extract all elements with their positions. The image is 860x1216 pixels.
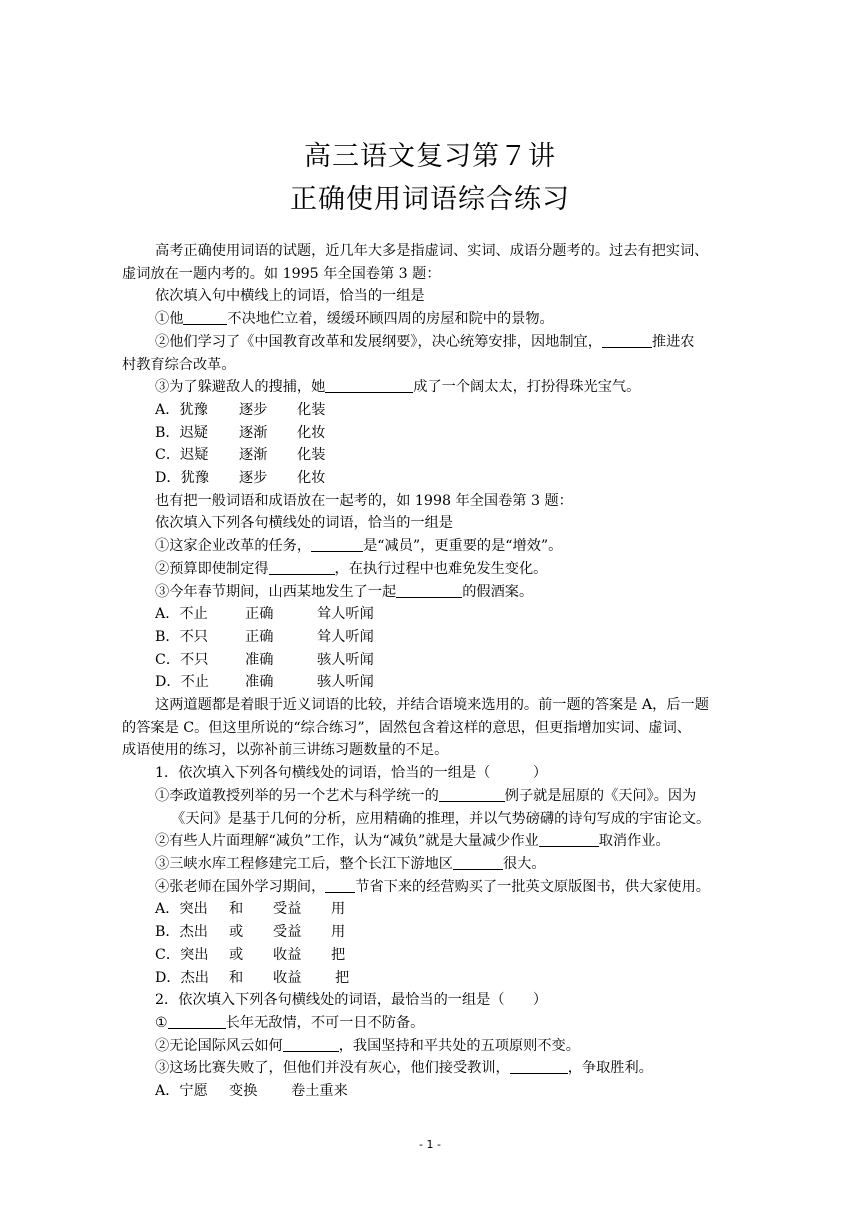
paragraph-line: 也有把一般词语和成语放在一起考的，如 1998 年全国卷第 3 题： bbox=[155, 492, 573, 509]
option-b: B．杰出 或 受益 用 bbox=[155, 924, 346, 941]
document-body bbox=[122, 240, 742, 1103]
page-number: - 1 - bbox=[419, 1138, 441, 1151]
sentence-2: ②有些人片面理解“减负”工作，认为“减负”就是大量减少作业 取消作业。 bbox=[155, 833, 670, 850]
sentence-4: ④张老师在国外学习期间， 节省下来的经营购买了一批英文原版图书，供大家使用。 bbox=[155, 878, 710, 895]
sentence-1: ①他 不决地伫立着，缓缓环顾四周的房屋和院中的景物。 bbox=[155, 311, 554, 328]
sentence-3: ③这场比赛失败了，但他们并没有灰心，他们接受教训， ，争取胜利。 bbox=[155, 1060, 653, 1077]
answer-blank bbox=[396, 583, 462, 598]
option-a: A．犹豫 逐步 化装 bbox=[155, 401, 326, 418]
option-c: C．突出 或 收益 把 bbox=[155, 946, 346, 963]
option-a: A．突出 和 受益 用 bbox=[155, 901, 346, 918]
option-c: C．不只 准确 骇人听闻 bbox=[155, 651, 374, 668]
question-stem: 依次填入句中横线上的词语，恰当的一组是 bbox=[155, 288, 425, 305]
option-b: B．迟疑 逐渐 化妆 bbox=[155, 424, 326, 441]
sentence-1-cont: 《天问》是基于几何的分析，应用精确的推理，并以气势磅礴的诗句写成的宇宙论文。 bbox=[171, 810, 711, 827]
answer-blank bbox=[325, 378, 413, 393]
answer-blank bbox=[539, 832, 599, 847]
sentence-1: ①这家企业改革的任务， 是“减员”，更重要的是“增效”。 bbox=[155, 538, 563, 555]
sentence-2: ②他们学习了《中国教育改革和发展纲要》，决心统筹安排，因地制宜， 推进农 bbox=[155, 333, 695, 350]
question-2-stem: 2．依次填入下列各句横线处的词语，最恰当的一组是（ ） bbox=[155, 992, 548, 1009]
page-subtitle: 正确使用词语综合练习 bbox=[290, 184, 570, 215]
answer-blank bbox=[325, 878, 355, 893]
sentence-3: ③今年春节期间，山西某地发生了一起 的假酒案。 bbox=[155, 583, 534, 600]
paragraph-line: 的答案是 C。但这里所说的“综合练习”，固然包含着这样的意思，但更指增加实词、虚词、 bbox=[122, 719, 691, 736]
paragraph-line: 虚词放在一题内考的。如 1995 年全国卷第 3 题： bbox=[122, 265, 441, 282]
answer-blank bbox=[168, 1014, 226, 1029]
sentence-3: ③三峡水库工程修建完工后，整个长江下游地区 很大。 bbox=[155, 855, 546, 872]
page-title: 高三语文复习第７讲 bbox=[304, 141, 556, 172]
answer-blank bbox=[283, 1037, 339, 1052]
option-a: A．不止 正确 耸人听闻 bbox=[155, 606, 374, 623]
answer-blank bbox=[269, 560, 335, 575]
answer-blank bbox=[311, 537, 363, 552]
sentence-2: ②预算即使制定得 ，在执行过程中也难免发生变化。 bbox=[155, 560, 548, 577]
option-d: D．犹豫 逐步 化妆 bbox=[155, 470, 326, 487]
answer-blank bbox=[453, 855, 503, 870]
paragraph-line: 高考正确使用词语的试题，近几年大多是指虚词、实词、成语分题考的。过去有把实词、 bbox=[155, 243, 709, 259]
sentence-1: ① 长年无敌情，不可一日不防备。 bbox=[155, 1014, 425, 1031]
answer-blank bbox=[602, 333, 652, 348]
option-c: C．迟疑 逐渐 化装 bbox=[155, 447, 326, 464]
answer-blank bbox=[439, 787, 505, 802]
paragraph-line: 成语使用的练习，以弥补前三讲练习题数量的不足。 bbox=[122, 742, 449, 759]
sentence-2: ②无论国际风云如何 ，我国坚持和平共处的五项原则不变。 bbox=[155, 1037, 580, 1054]
sentence-3: ③为了躲避敌人的搜捕，她 成了一个阔太太，打扮得珠光宝气。 bbox=[155, 379, 641, 396]
question-stem: 依次填入下列各句横线处的词语，恰当的一组是 bbox=[155, 515, 453, 532]
paragraph-line: 这两道题都是着眼于近义词语的比较，并结合语境来选用的。前一题的答案是 A，后一题 bbox=[155, 697, 709, 714]
answer-blank bbox=[183, 310, 227, 325]
option-b: B．不只 正确 耸人听闻 bbox=[155, 628, 374, 645]
sentence-1: ①李政道教授列举的另一个艺术与科学统一的 例子就是屈原的《天问》。因为 bbox=[155, 787, 697, 804]
option-d: D．不止 准确 骇人听闻 bbox=[155, 674, 374, 691]
sentence-2-cont: 村教育综合改革。 bbox=[122, 356, 236, 373]
question-1-stem: 1．依次填入下列各句横线处的词语，恰当的一组是（ ） bbox=[155, 765, 548, 782]
option-d: D．杰出 和 收益 把 bbox=[155, 969, 350, 986]
answer-blank bbox=[510, 1059, 568, 1074]
option-a: A．宁愿 变换 卷土重来 bbox=[155, 1083, 348, 1100]
